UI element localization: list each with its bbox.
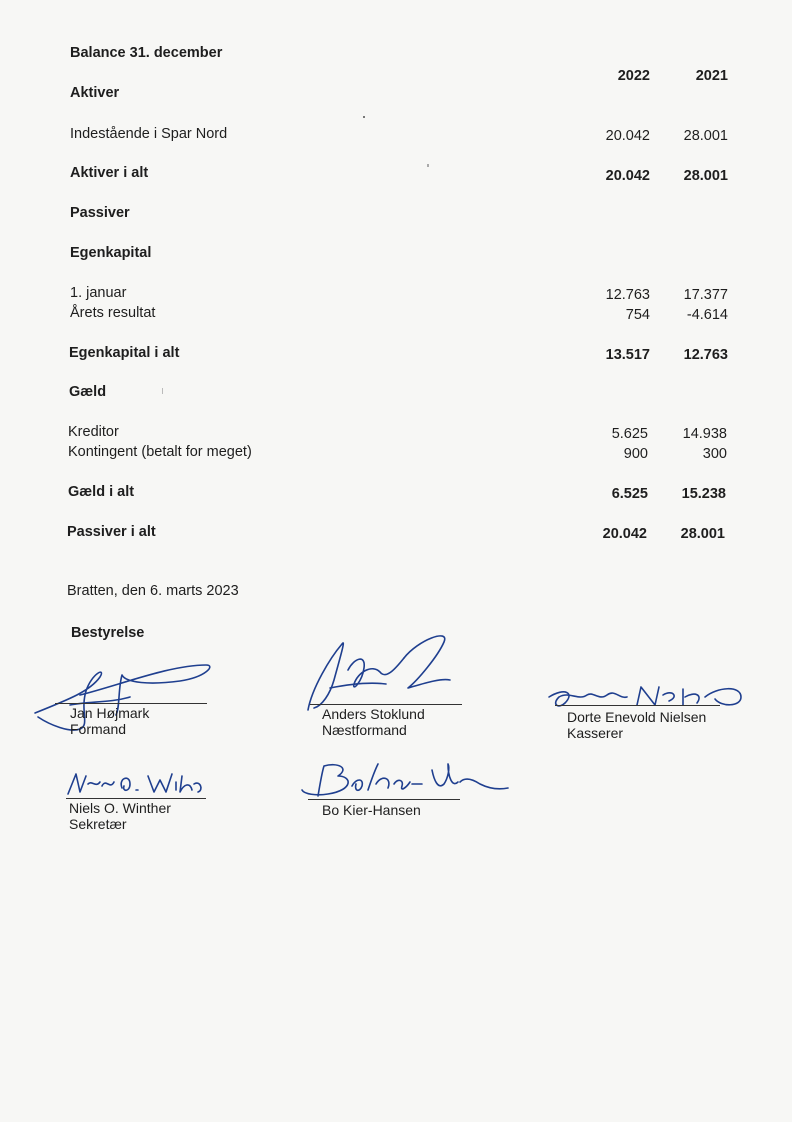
column-header-2022: 2022 [617,68,650,84]
total-value-2022: 13.517 [605,347,650,363]
board-heading: Bestyrelse [71,625,145,641]
signature-line [310,704,462,705]
total-value-2021: 28.001 [680,526,725,542]
place-date: Bratten, den 6. marts 2023 [67,583,239,599]
row-value-2021: 300 [702,446,727,462]
total-value-2021: 28.001 [683,168,728,184]
section-heading-passiver: Passiver [70,205,130,221]
page-title: Balance 31. december [70,45,223,61]
subsection-heading-gaeld: Gæld [69,384,107,400]
row-label: 1. januar [70,285,127,301]
total-value-2022: 20.042 [605,168,650,184]
total-value-2021: 12.763 [683,347,728,363]
total-label-aktiver: Aktiver i alt [70,165,149,181]
signature-line [555,705,720,706]
total-value-2022: 20.042 [602,526,647,542]
total-value-2021: 15.238 [681,486,726,502]
row-value-2021: 17.377 [683,287,728,303]
row-label: Kontingent (betalt for meget) [68,444,252,460]
row-label: Årets resultat [70,305,156,321]
subsection-heading-egenkapital: Egenkapital [70,245,152,261]
signature-niels-o-winther [66,770,206,798]
column-header-2021: 2021 [695,68,728,84]
total-label-gaeld: Gæld i alt [68,484,135,500]
signatory-role: Næstformand [322,722,407,738]
row-value-2022: 20.042 [605,128,650,144]
signatory-role: Formand [70,721,127,737]
total-value-2022: 6.525 [611,486,648,502]
row-value-2021: 28.001 [683,128,728,144]
signatory-role: Sekretær [69,816,127,832]
row-value-2022: 5.625 [611,426,648,442]
row-value-2022: 12.763 [605,287,650,303]
scan-speck [427,164,429,167]
signatory-name: Niels O. Winther [69,800,171,816]
row-value-2021: 14.938 [682,426,727,442]
signatory-role: Kasserer [567,725,624,741]
row-value-2022: 754 [625,307,650,323]
signatory-name: Bo Kier-Hansen [322,802,421,818]
signature-line [308,799,460,800]
section-heading-aktiver: Aktiver [70,85,120,101]
signatory-name: Dorte Enevold Nielsen [567,709,707,725]
total-label-egenkapital: Egenkapital i alt [69,345,180,361]
row-label: Indestående i Spar Nord [70,126,228,142]
signature-anders-stoklund [300,628,460,713]
row-value-2021: -4.614 [686,307,728,323]
scan-speck [363,116,365,118]
signature-bo-kier-hansen [298,760,513,802]
total-label-passiver: Passiver i alt [67,524,156,540]
signature-line [55,703,207,704]
signatory-name: Jan Højmark [70,705,150,721]
row-label: Kreditor [68,424,119,440]
row-value-2022: 900 [623,446,648,462]
signatory-name: Anders Stoklund [322,706,425,722]
signature-line [66,798,206,799]
scan-speck [162,388,163,394]
